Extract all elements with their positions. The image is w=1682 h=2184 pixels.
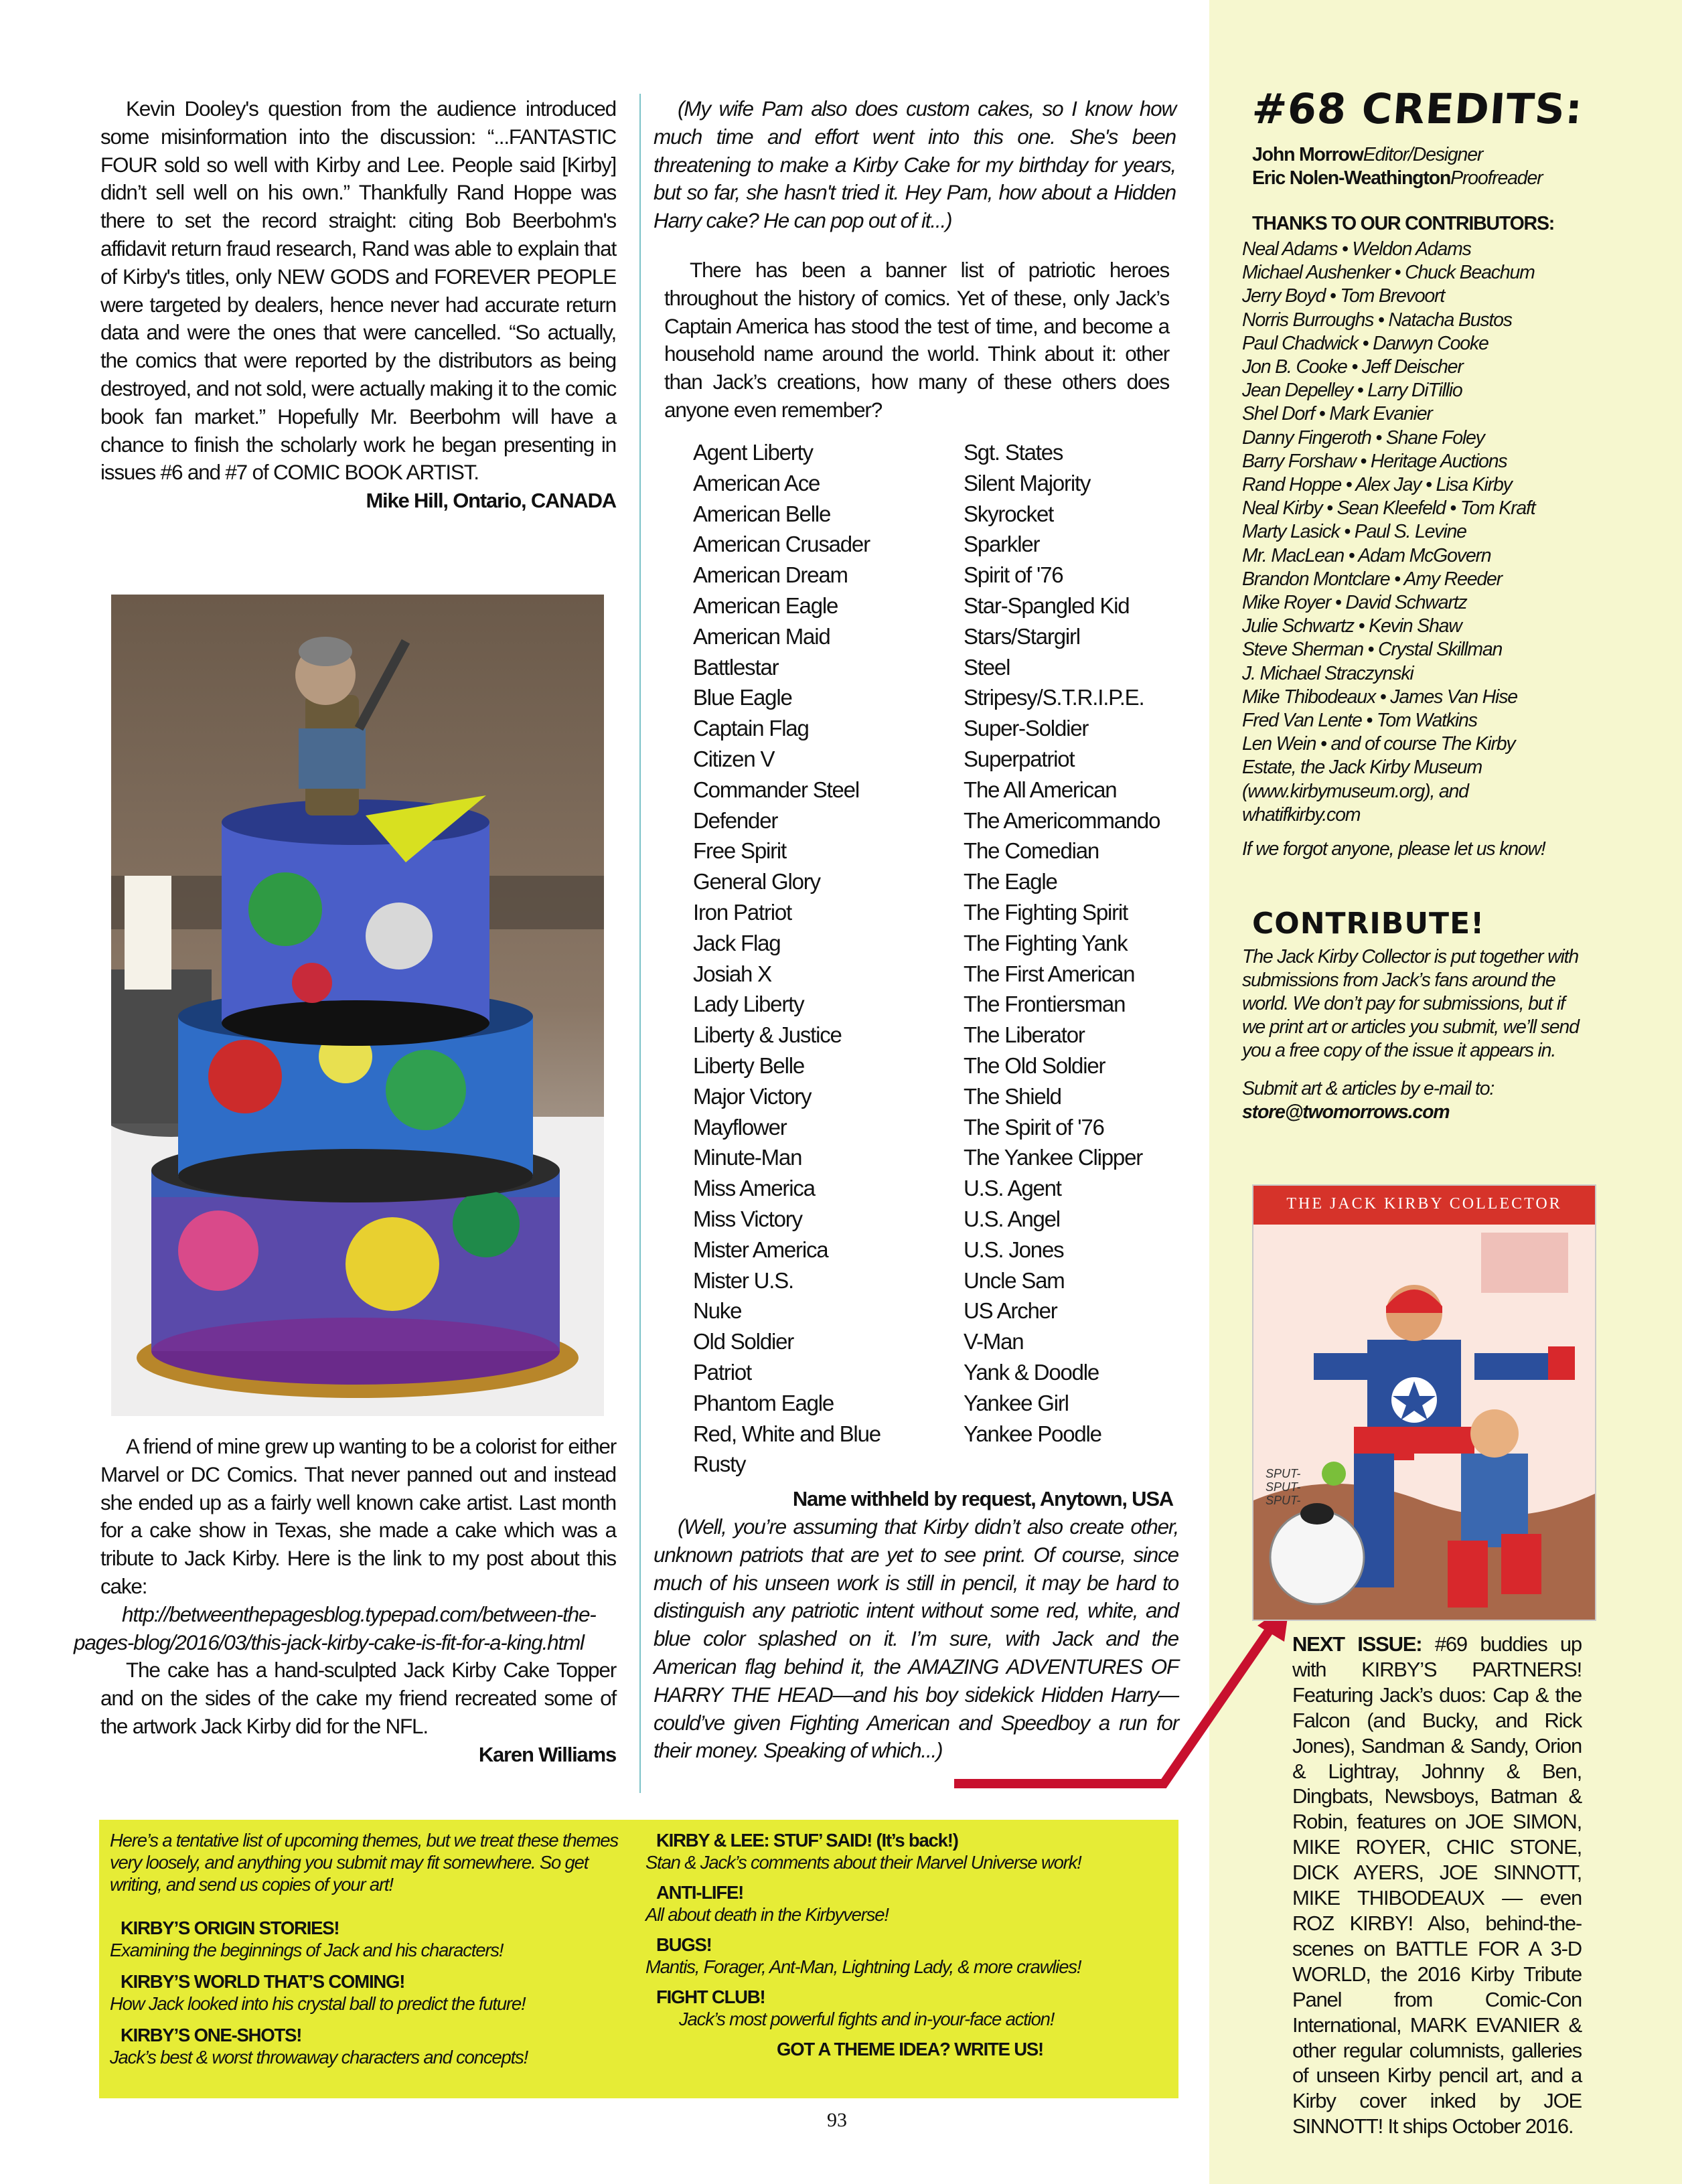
- hero-name: American Ace: [693, 470, 820, 495]
- contributor-line: Michael Aushenker • Chuck Beachum: [1242, 262, 1535, 284]
- hero-name: Stars/Stargirl: [964, 623, 1080, 649]
- heroes-column-2: [964, 437, 1231, 1449]
- contributor-line: Paul Chadwick • Darwyn Cooke: [1242, 332, 1488, 354]
- hero-name: Free Spirit: [693, 838, 787, 864]
- hero-name: Miss Victory: [693, 1206, 802, 1231]
- hero-name: V-Man: [964, 1329, 1024, 1354]
- hero-name: Red, White and Blue: [693, 1421, 881, 1446]
- hero-name: General Glory: [693, 869, 820, 894]
- theme-heading: FIGHT CLUB!: [656, 1986, 765, 2007]
- hero-name: American Belle: [693, 501, 831, 526]
- editor-reply-2: (Well, you’re assuming that Kirby didn’t also create other, unknown patriots that are yet to see print. Of course, since much of his unseen work is still in pencil, it may be hard to distinguish any patriotic intent without some red, white, and blue color splashed on it. I’m sure, with Jack and the American flag behind it, the AMAZING ADVENTURES OF HARRY THE HEAD—and his boy sidekick Hidden Harry—could’ve given Fighting American and Speedboy a run for their money. Speaking of which...): [654, 1514, 1178, 1763]
- contributor-line: Jerry Boyd • Tom Brevoort: [1242, 285, 1445, 307]
- credit-line-1: [1252, 143, 1482, 166]
- contribute-title: CONTRIBUTE!: [1252, 907, 1485, 941]
- middle-column-lower: [654, 1485, 1178, 1765]
- hero-name: Superpatriot: [964, 746, 1075, 771]
- hero-name: Agent Liberty: [693, 440, 813, 465]
- hero-name: U.S. Angel: [964, 1206, 1060, 1231]
- hero-name: Nuke: [693, 1298, 742, 1324]
- hero-name: Liberty Belle: [693, 1052, 804, 1078]
- hero-name: Star-Spangled Kid: [964, 593, 1130, 618]
- themes-intro: Here’s a tentative list of upcoming themes, but we treat these themes very loosely, and anything you submit may fit somewhere. So get writing, and send us copies of your art!: [110, 1830, 618, 1895]
- contributor-line: Fred Van Lente • Tom Watkins: [1242, 710, 1477, 732]
- hero-name: Yankee Girl: [964, 1390, 1069, 1415]
- contributor-line: Julie Schwartz • Kevin Shaw: [1242, 615, 1462, 637]
- contributors-list: [1242, 238, 1590, 861]
- contributor-line: J. Michael Straczynski: [1242, 662, 1413, 684]
- contributor-line: Norris Burroughs • Natacha Bustos: [1242, 309, 1512, 331]
- hero-name: The Old Soldier: [964, 1052, 1105, 1078]
- contributor-line: Jean Depelley • Larry DiTillio: [1242, 380, 1462, 402]
- theme-heading: ANTI-LIFE!: [656, 1882, 744, 1903]
- theme-heading: BUGS!: [656, 1934, 712, 1955]
- cake-illustration: [111, 595, 604, 1416]
- hero-name: Skyrocket: [964, 501, 1054, 526]
- contributor-line: Mike Royer • David Schwartz: [1242, 592, 1467, 614]
- contributor-line: Marty Lasick • Paul S. Levine: [1242, 521, 1466, 543]
- credit-role: Proofreader: [1450, 167, 1543, 189]
- contribute-text: The Jack Kirby Collector is put together with submissions from Jack’s fans around the world. We don’t pay for submissions, but if we print art or articles you submit, we’ll send you a free copy of the issue it appears in.: [1242, 946, 1579, 1061]
- hero-name: Miss America: [693, 1176, 815, 1201]
- theme-description: All about death in the Kirbyverse!: [645, 1904, 889, 1925]
- hero-name: US Archer: [964, 1298, 1057, 1324]
- theme-description: Mantis, Forager, Ant-Man, Lightning Lady, & more crawlies!: [645, 1956, 1081, 1977]
- theme-heading: KIRBY’S ORIGIN STORIES!: [121, 1918, 339, 1938]
- letter3-text: There has been a banner list of patriotic heroes throughout the history of comics. Yet of these, only Jack’s Captain America has stood the test of time, and become a household name around the world. Think about it: other than Jack’s creations, how many of these others does anyone even remember?: [664, 257, 1169, 422]
- hero-name: The All American: [964, 777, 1117, 802]
- hero-name: Commander Steel: [693, 777, 859, 802]
- hero-name: Patriot: [693, 1359, 751, 1385]
- hero-name: Old Soldier: [693, 1329, 794, 1354]
- hero-name: Uncle Sam: [964, 1267, 1065, 1293]
- hero-name: Jack Flag: [693, 930, 781, 955]
- hero-name: Liberty & Justice: [693, 1022, 842, 1048]
- contributor-line: Neal Kirby • Sean Kleefeld • Tom Kraft: [1242, 497, 1535, 520]
- cover-sound-effect: SPUT- SPUT- SPUT-: [1266, 1467, 1301, 1507]
- theme-description: How Jack looked into his crystal ball to predict the future!: [110, 1993, 526, 2014]
- hero-name: Iron Patriot: [693, 899, 792, 925]
- themes-left: [110, 1829, 625, 2068]
- hero-name: Sgt. States: [964, 440, 1063, 465]
- contributor-line: Barry Forshaw • Heritage Auctions: [1242, 450, 1507, 472]
- hero-name: Battlestar: [693, 654, 779, 680]
- hero-name: Lady Liberty: [693, 992, 804, 1017]
- theme-description: Jack’s best & worst throwaway characters and concepts!: [110, 2047, 528, 2068]
- hero-name: Citizen V: [693, 746, 775, 771]
- theme-description: Examining the beginnings of Jack and his characters!: [110, 1940, 504, 1960]
- letter2-text: A friend of mine grew up wanting to be a colorist for either Marvel or DC Comics. That never panned out and instead she ended up as a fairly well known cake artist. Last month for a cake show in Texas, she made a cake which was a tribute to Jack Kirby. Here is the link to my post about this cake:: [100, 1434, 616, 1598]
- hero-name: The Frontiersman: [964, 992, 1126, 1017]
- contributor-line: Len Wein • and of course The Kirby: [1242, 733, 1515, 755]
- theme-description: Stan & Jack’s comments about their Marvel Universe work!: [645, 1852, 1081, 1873]
- hero-name: Captain Flag: [693, 716, 809, 741]
- theme-description: Jack’s most powerful fights and in-your-face action!: [679, 2009, 1055, 2029]
- hero-name: Rusty: [693, 1452, 746, 1477]
- credit-line-2: [1252, 167, 1542, 189]
- contributor-line: Neal Adams • Weldon Adams: [1242, 238, 1471, 260]
- contributor-line: Shel Dorf • Mark Evanier: [1242, 403, 1432, 425]
- hero-name: The Americommando: [964, 807, 1160, 833]
- contributor-line: Jon B. Cooke • Jeff Deischer: [1242, 356, 1463, 378]
- hero-name: U.S. Agent: [964, 1176, 1061, 1201]
- left-column: [100, 95, 616, 515]
- submit-text: Submit art & articles by e-mail to:: [1242, 1078, 1495, 1099]
- next-issue-text: [1292, 1632, 1582, 2139]
- hero-name: American Eagle: [693, 593, 838, 618]
- heroes-column-1: [693, 437, 961, 1480]
- hero-name: U.S. Jones: [964, 1237, 1064, 1262]
- contributor-line: (www.kirbymuseum.org), and: [1242, 780, 1468, 802]
- hero-name: American Dream: [693, 562, 848, 588]
- credit-name: Eric Nolen-Weathington: [1252, 167, 1451, 189]
- hero-name: The Eagle: [964, 869, 1057, 894]
- hero-name: The Fighting Yank: [964, 930, 1128, 955]
- left-column-lower: [74, 1433, 616, 1769]
- submit-email-link[interactable]: store@twomorrows.com: [1242, 1101, 1450, 1123]
- hero-name: Steel: [964, 654, 1010, 680]
- hero-name: Josiah X: [693, 961, 771, 986]
- contributor-line: Mike Thibodeaux • James Van Hise: [1242, 686, 1517, 708]
- letter2-signature: Karen Williams: [478, 1742, 616, 1766]
- credits-title: #68 CREDITS:: [1250, 84, 1585, 133]
- next-issue-description: #69 buddies up with KIRBY’S PARTNERS! Featuring Jack’s duos: Cap & the Falcon (and Bucky, and Rick Jones), Sandman & Sandy, Orion & Lightray, Johnny & Ben, Dingbats, Newsboys, Batman & Robin, features on JOE SIMON, MIKE ROYER, CHIC STONE, DICK AYERS, JOE SINNOTT, MIKE THIBODEAUX — even ROZ KIRBY! Also, behind-the-scenes on BATTLE FOR A 3-D WORLD, the 2016 Kirby Tribute Panel from Comic-Con International, MARK EVANIER & other regular columnists, galleries of unseen Kirby pencil art, and a Kirby cover inked by JOE SINNOTT! It ships October 2016.: [1292, 1632, 1582, 2138]
- hero-name: American Maid: [693, 623, 830, 649]
- letter1-text: Kevin Dooley's question from the audience introduced some misinformation into the discussion: “...FANTASTIC FOUR sold so well with Kirby and Lee. People said [Kirby] didn’t sell well on his own.” Thankfully Rand Hoppe was there to set the record straight: citing Bob Beerbohm's affidavit return fraud research, Rand was able to explain that of Kirby's titles, only NEW GODS and FOREVER PEOPLE were targeted by dealers, hence never had accurate return data and were the ones that were cancelled. “So actually, the comics that were reported by the distributors as being destroyed, and not sold, were actually making it to the comic book fan market.” Hopefully Mr. Beerbohm will have a chance to finish the scholarly work he began presenting in issues #6 and #7 of COMIC BOOK ARTIST.: [100, 96, 616, 485]
- theme-heading: KIRBY’S ONE-SHOTS!: [121, 2025, 302, 2045]
- upcoming-themes-box: [99, 1820, 1178, 2098]
- themes-right: [645, 1829, 1174, 2060]
- letter1-signature: Mike Hill, Ontario, CANADA: [366, 489, 616, 513]
- middle-column: [654, 95, 1176, 424]
- hero-name: Defender: [693, 807, 778, 833]
- editor-reply-1: (My wife Pam also does custom cakes, so I know how much time and effort went into this one. She's been threatening to make a Kirby Cake for my birthday for years, but so far, she hasn't tried it. Hey Pam, how about a Hidden Harry cake? He can pop out of it...): [654, 96, 1176, 233]
- contributors-lines: [1242, 238, 1590, 827]
- hero-name: The Spirit of '76: [964, 1114, 1104, 1140]
- hero-name: The First American: [964, 961, 1135, 986]
- hero-name: Yank & Doodle: [964, 1359, 1099, 1385]
- hero-name: Silent Majority: [964, 470, 1091, 495]
- hero-name: The Shield: [964, 1083, 1061, 1109]
- hero-name: Phantom Eagle: [693, 1390, 834, 1415]
- credit-name: John Morrow: [1252, 144, 1363, 165]
- theme-heading: KIRBY’S WORLD THAT’S COMING!: [121, 1971, 405, 1992]
- contribute-section: [1242, 945, 1590, 1124]
- next-issue-cover: [1252, 1184, 1596, 1621]
- cake-blog-link[interactable]: http://betweenthepagesblog.typepad.com/between-the-pages-blog/2016/03/this-jack-kirby-cake-is-fit-for-a-king.html: [74, 1602, 596, 1654]
- contributor-line: Mr. MacLean • Adam McGovern: [1242, 544, 1491, 566]
- contributor-line: Brandon Montclare • Amy Reeder: [1242, 568, 1502, 590]
- hero-name: Mayflower: [693, 1114, 787, 1140]
- hero-name: Super-Soldier: [964, 716, 1089, 741]
- hero-name: Minute-Man: [693, 1145, 802, 1170]
- letter2-text-2: The cake has a hand-sculpted Jack Kirby Cake Topper and on the sides of the cake my friend recreated some of the artwork Jack Kirby did for the NFL.: [100, 1658, 616, 1738]
- cover-title: THE JACK KIRBY COLLECTOR: [1286, 1195, 1562, 1213]
- hero-name: Mister U.S.: [693, 1267, 793, 1293]
- column-divider: [639, 94, 641, 1793]
- hero-name: The Liberator: [964, 1022, 1085, 1048]
- thanks-heading: THANKS TO OUR CONTRIBUTORS:: [1252, 213, 1555, 234]
- hero-name: The Comedian: [964, 838, 1099, 864]
- contributor-line: whatifkirby.com: [1242, 803, 1361, 826]
- cover-art: [1253, 1186, 1595, 1621]
- contributor-line: Estate, the Jack Kirby Museum: [1242, 757, 1482, 779]
- contributor-line: Steve Sherman • Crystal Skillman: [1242, 639, 1503, 661]
- forgot-note: If we forgot anyone, please let us know!: [1242, 838, 1545, 860]
- hero-name: Sparkler: [964, 532, 1040, 557]
- theme-heading: KIRBY & LEE: STUF’ SAID! (It’s back!): [656, 1830, 958, 1851]
- letter3-signature: Name withheld by request, Anytown, USA: [792, 1487, 1173, 1510]
- kirby-cake-photo: [111, 595, 604, 1416]
- contributor-line: Rand Hoppe • Alex Jay • Lisa Kirby: [1242, 474, 1512, 496]
- contributor-line: Danny Fingeroth • Shane Foley: [1242, 426, 1484, 449]
- credit-role: Editor/Designer: [1363, 144, 1483, 165]
- hero-name: Spirit of '76: [964, 562, 1063, 588]
- page-number: 93: [827, 2109, 847, 2131]
- hero-name: Yankee Poodle: [964, 1421, 1101, 1446]
- next-issue-label: NEXT ISSUE:: [1292, 1632, 1422, 1656]
- themes-closing: GOT A THEME IDEA? WRITE US!: [777, 2039, 1043, 2059]
- hero-name: Major Victory: [693, 1083, 812, 1109]
- hero-name: Blue Eagle: [693, 685, 792, 710]
- hero-name: American Crusader: [693, 532, 870, 557]
- hero-name: The Fighting Spirit: [964, 899, 1128, 925]
- hero-name: Mister America: [693, 1237, 828, 1262]
- hero-name: Stripesy/S.T.R.I.P.E.: [964, 685, 1144, 710]
- hero-name: The Yankee Clipper: [964, 1145, 1143, 1170]
